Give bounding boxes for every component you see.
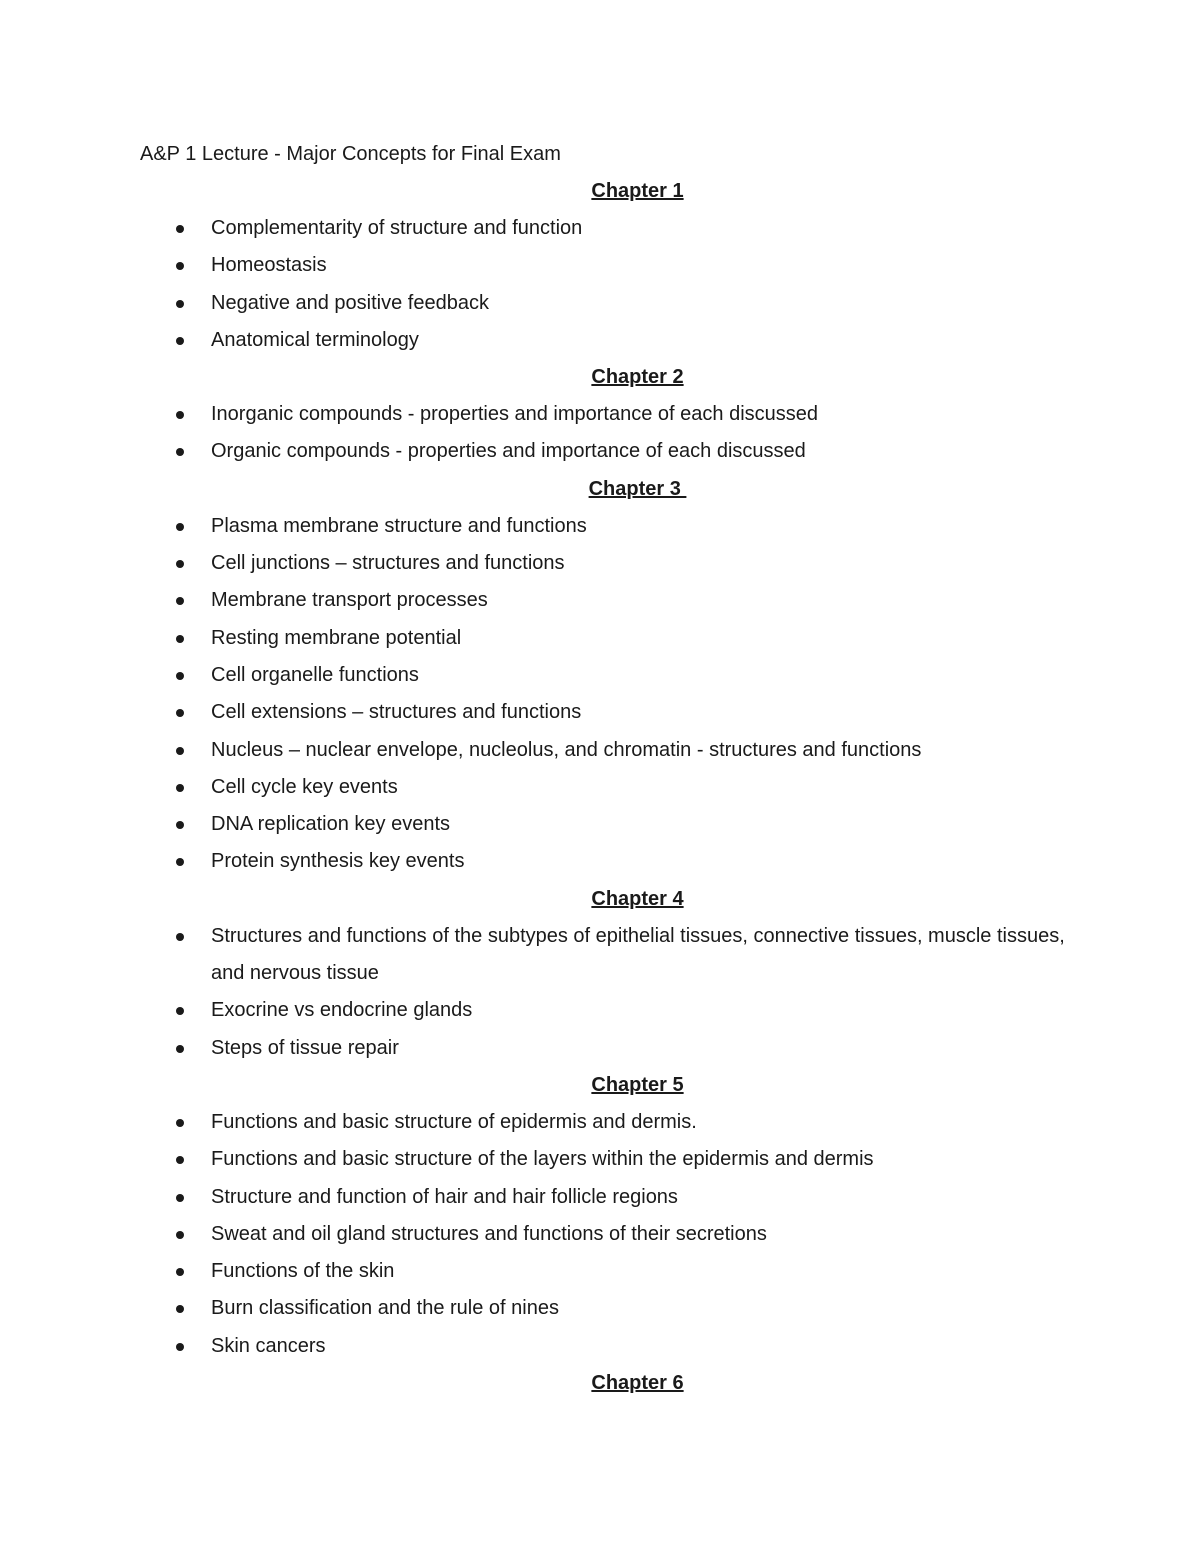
bullet-icon: [176, 262, 184, 270]
list-item: [140, 732, 1135, 769]
list-item: [140, 769, 1135, 806]
topic-text: Structure and function of hair and hair follicle regions: [211, 1185, 678, 1208]
topic-list: [140, 508, 1135, 881]
list-item: [140, 1030, 1135, 1067]
topic-list: [140, 396, 1135, 471]
bullet-icon: [176, 560, 184, 568]
topic-text: Protein synthesis key events: [211, 850, 465, 873]
bullet-icon: [176, 1268, 184, 1276]
chapter-heading: Chapter 1: [591, 180, 684, 202]
topic-text: Anatomical terminology: [211, 328, 419, 351]
chapter-heading: Chapter 5: [591, 1073, 684, 1096]
bullet-icon: [176, 858, 184, 866]
list-item: [140, 247, 1135, 284]
bullet-icon: [176, 747, 184, 755]
topic-text: Nucleus – nuclear envelope, nucleolus, and chromatin - structures and functions: [211, 738, 922, 761]
list-item: [140, 582, 1135, 619]
bullet-icon: [176, 1194, 184, 1202]
chapter-heading: Chapter 6: [591, 1372, 684, 1395]
bullet-icon: [176, 1156, 184, 1164]
chapter-heading: Chapter 4: [591, 887, 684, 910]
chapter-section: [140, 173, 1135, 359]
bullet-icon: [176, 1007, 184, 1015]
bullet-icon: [176, 1119, 184, 1127]
list-item: [140, 322, 1135, 359]
topic-text: Steps of tissue repair: [211, 1036, 399, 1059]
list-item: [140, 210, 1135, 247]
chapter-heading: Chapter 2: [591, 366, 684, 389]
bullet-icon: [176, 1231, 184, 1239]
list-item: [140, 843, 1135, 880]
topic-text: Resting membrane potential: [211, 626, 462, 649]
list-item: [140, 396, 1135, 433]
topic-text: Cell organelle functions: [211, 663, 419, 686]
topic-text: Exocrine vs endocrine glands: [211, 999, 473, 1022]
document-content: [140, 136, 1135, 1402]
topic-text: Membrane transport processes: [211, 589, 488, 612]
topic-text: Negative and positive feedback: [211, 291, 489, 314]
list-item: [140, 694, 1135, 731]
bullet-icon: [176, 597, 184, 605]
list-item: [140, 1253, 1135, 1290]
chapter-section: [140, 1067, 1135, 1365]
topic-text: Sweat and oil gland structures and functions of their secretions: [211, 1222, 767, 1245]
topic-text: Cell junctions – structures and functions: [211, 552, 565, 575]
list-item: [140, 433, 1135, 470]
list-item: [140, 1104, 1135, 1141]
bullet-icon: [176, 709, 184, 717]
chapter-heading: Chapter 3: [588, 477, 687, 500]
topic-text: Functions of the skin: [211, 1260, 395, 1283]
chapter-section: [140, 881, 1135, 1067]
chapter-section: [140, 471, 1135, 881]
bullet-icon: [176, 635, 184, 643]
bullet-icon: [176, 933, 184, 941]
bullet-icon: [176, 1343, 184, 1351]
bullet-icon: [176, 784, 184, 792]
document-title: A&P 1 Lecture - Major Concepts for Final Exam: [140, 143, 561, 165]
list-item: [140, 1179, 1135, 1216]
topic-list: [140, 210, 1135, 359]
bullet-icon: [176, 672, 184, 680]
topic-text: Cell cycle key events: [211, 775, 398, 798]
bullet-icon: [176, 1045, 184, 1053]
bullet-icon: [176, 337, 184, 345]
list-item: [140, 1290, 1135, 1327]
bullet-icon: [176, 1305, 184, 1313]
list-item: [140, 285, 1135, 322]
topic-text: Complementarity of structure and function: [211, 217, 583, 239]
topic-text: Homeostasis: [211, 254, 327, 277]
list-item: [140, 508, 1135, 545]
topic-text: Skin cancers: [211, 1334, 326, 1357]
topic-text: Plasma membrane structure and functions: [211, 514, 587, 537]
bullet-icon: [176, 448, 184, 456]
chapter-section: [140, 1365, 1135, 1402]
topic-text: DNA replication key events: [211, 813, 451, 836]
topic-list: [140, 1104, 1135, 1365]
topic-text: Cell extensions – structures and functions: [211, 701, 582, 724]
bullet-icon: [176, 411, 184, 419]
topic-list: [140, 918, 1135, 1067]
list-item: [140, 1216, 1135, 1253]
bullet-icon: [176, 300, 184, 308]
list-item: [140, 620, 1135, 657]
list-item: [140, 1328, 1135, 1365]
list-item: [140, 545, 1135, 582]
list-item: [140, 992, 1135, 1029]
list-item: [140, 657, 1135, 694]
list-item: [140, 918, 1135, 993]
topic-text: Functions and basic structure of the layers within the epidermis and dermis: [211, 1148, 874, 1171]
topic-text: Organic compounds - properties and importance of each discussed: [211, 440, 806, 463]
bullet-icon: [176, 225, 184, 233]
topic-text: Inorganic compounds - properties and importance of each discussed: [211, 403, 819, 426]
list-item: [140, 806, 1135, 843]
topic-text: Burn classification and the rule of nines: [211, 1297, 559, 1320]
bullet-icon: [176, 821, 184, 829]
list-item: [140, 1141, 1135, 1178]
chapter-list: [140, 173, 1135, 1402]
topic-text: Structures and functions of the subtypes of epithelial tissues, connective tissues, muscle tissues, and nervous tissue: [211, 924, 1065, 985]
chapter-section: [140, 359, 1135, 471]
bullet-icon: [176, 523, 184, 531]
topic-text: Functions and basic structure of epidermis and dermis.: [211, 1110, 697, 1133]
